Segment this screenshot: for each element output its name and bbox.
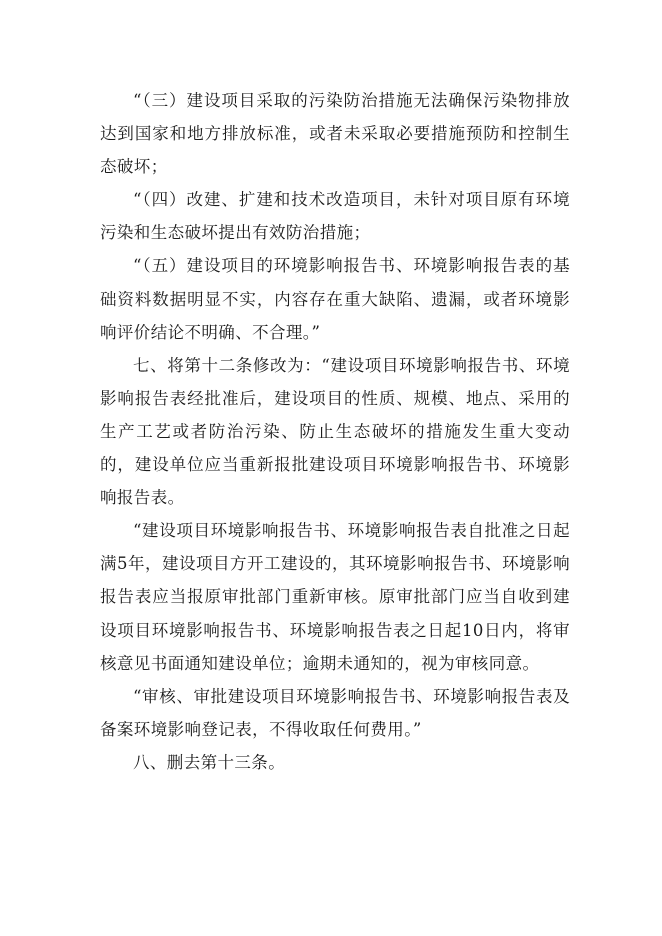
paragraph-item-4: “（四）改建、扩建和技术改造项目，未针对项目原有环境污染和生态破坏提出有效防治措施； — [100, 190, 570, 243]
document-body — [100, 84, 570, 779]
paragraph-no-fees: “审核、审批建设项目环境影响报告书、环境影响报告表及备案环境影响登记表，不得收取任何费用。” — [100, 686, 570, 739]
paragraph-item-5: “（五）建设项目的环境影响报告书、环境影响报告表的基础资料数据明显不实，内容存在重大缺陷、遗漏，或者环境影响评价结论不明确、不合理。” — [100, 256, 570, 342]
paragraph-article-8: 八、删去第十三条。 — [133, 752, 286, 772]
paragraph-item-3: “（三）建设项目采取的污染防治措施无法确保污染物排放达到国家和地方排放标准，或者未采取必要措施预防和控制生态破坏； — [100, 91, 570, 177]
paragraph-review-period: “建设项目环境影响报告书、环境影响报告表自批准之日起满5年，建设项目方开工建设的，其环境影响报告书、环境影响报告表应当报原审批部门重新审核。原审批部门应当自收到建设项目环境影响报告书、环境影响报告表之日起10日内，将审核意见书面通知建设单位；逾期未通知的，视为审核同意。 — [100, 521, 570, 673]
paragraph-article-7: 七、将第十二条修改为：“建设项目环境影响报告书、环境影响报告表经批准后，建设项目的性质、规模、地点、采用的生产工艺或者防治污染、防止生态破坏的措施发生重大变动的，建设单位应当重新报批建设项目环境影响报告书、环境影响报告表。 — [100, 355, 570, 508]
